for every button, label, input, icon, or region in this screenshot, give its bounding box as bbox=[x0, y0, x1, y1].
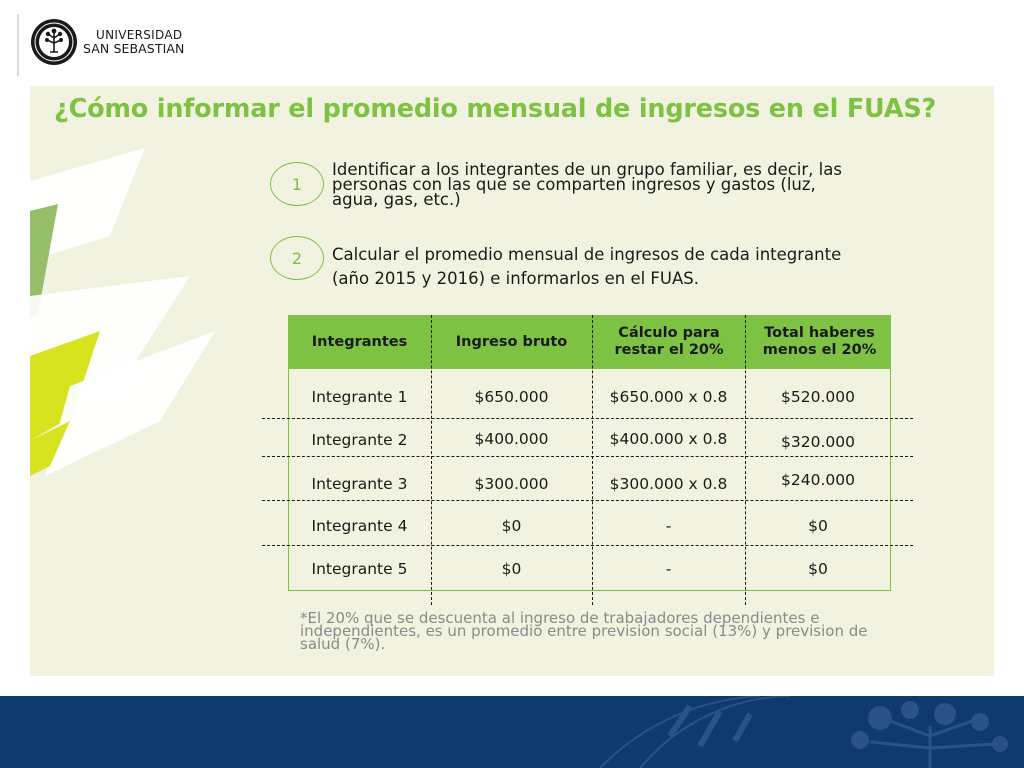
slide-title: ¿Cómo informar el promedio mensual de ingresos en el FUAS? bbox=[54, 94, 937, 124]
table-header-cell: Integrantes bbox=[311, 333, 408, 350]
table-cell: $400.000 x 0.8 bbox=[609, 430, 728, 448]
table-header-cell: Cálculo para restar el 20% bbox=[614, 325, 724, 358]
table-cell: $320.000 bbox=[781, 433, 855, 451]
table-cell: Integrante 3 bbox=[311, 475, 408, 493]
table-cell: $0 bbox=[808, 517, 828, 535]
table-header-cell: Ingreso bruto bbox=[455, 333, 568, 350]
table-cell: - bbox=[665, 560, 672, 578]
footer-watermark bbox=[0, 696, 1024, 768]
table-cell: $400.000 bbox=[474, 430, 549, 448]
step-2-badge: 2 bbox=[270, 236, 324, 280]
footer-band bbox=[0, 696, 1024, 768]
table-cell: $0 bbox=[501, 560, 522, 578]
table-cell: Integrante 5 bbox=[311, 560, 408, 578]
table-cell: - bbox=[665, 517, 672, 535]
row-divider bbox=[262, 545, 913, 546]
table-cell: Integrante 1 bbox=[311, 388, 408, 406]
table-cell: $0 bbox=[501, 517, 522, 535]
step-2-text: Calcular el promedio mensual de ingresos de cada integrante (año 2015 y 2016) e informarlos en el FUAS. bbox=[332, 245, 842, 288]
table-cell: $520.000 bbox=[781, 388, 855, 406]
university-logo bbox=[30, 18, 184, 66]
table-cell: $650.000 bbox=[474, 388, 549, 406]
table-cell: $0 bbox=[808, 560, 828, 578]
table-cell: Integrante 2 bbox=[311, 431, 408, 449]
footnote: *El 20% que se descuenta al ingreso de trabajadores dependientes e independientes, es un promedio entre prevision social (13%) y prevision de salud (7%). bbox=[300, 609, 868, 653]
decorative-leaves bbox=[30, 86, 290, 676]
table-cell: $240.000 bbox=[781, 471, 855, 489]
header-divider bbox=[17, 14, 19, 76]
step-1-badge: 1 bbox=[270, 162, 324, 206]
table-cell: $650.000 x 0.8 bbox=[609, 388, 728, 406]
table-cell: $300.000 x 0.8 bbox=[609, 475, 728, 493]
university-seal-icon bbox=[30, 18, 78, 66]
table-cell: Integrante 4 bbox=[311, 517, 408, 535]
table-cell: $300.000 bbox=[474, 475, 549, 493]
row-divider bbox=[262, 500, 913, 501]
university-name-line1: UNIVERSIDAD bbox=[96, 28, 183, 42]
slide-panel bbox=[30, 86, 994, 676]
table-header-cell: Total haberes menos el 20% bbox=[762, 325, 877, 358]
row-divider bbox=[262, 418, 913, 419]
university-name-line2: SAN SEBASTIAN bbox=[83, 41, 185, 56]
step-1-text: Identificar a los integrantes de un grupo familiar, es decir, las personas con las que se comparten ingresos y gastos (luz, agua, gas, etc.) bbox=[332, 160, 842, 209]
